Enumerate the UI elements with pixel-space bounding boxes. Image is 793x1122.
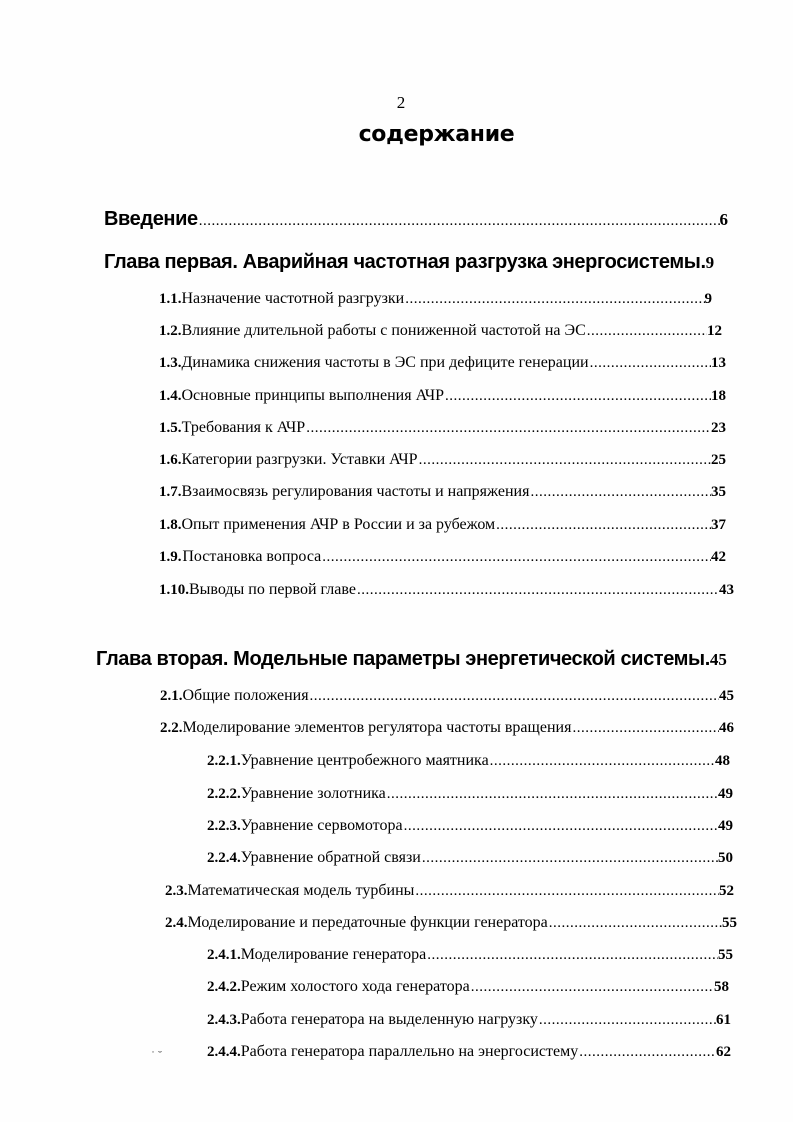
toc-page-number: 48 <box>715 753 730 769</box>
toc-item-text: Назначение частотной разгрузки <box>181 290 405 307</box>
page-title: содержание <box>358 122 515 147</box>
toc-page-number: 9 <box>705 253 715 272</box>
toc-item-number: 2.2. <box>160 720 183 736</box>
toc-leader-dots <box>578 1044 716 1061</box>
toc-item-number: 2.2.2. <box>207 786 241 802</box>
toc-page-number: 18 <box>711 388 726 404</box>
toc-leader-dots <box>426 947 718 964</box>
toc-page-number: 61 <box>716 1012 731 1028</box>
toc-item-text: Уравнение обратной связи <box>240 849 421 866</box>
toc-entry-text: Введение <box>104 208 198 230</box>
toc-item-text: Взаимосвязь регулирования частоты и напряжения <box>181 483 530 500</box>
toc-item-text: Математическая модель турбины <box>187 882 415 899</box>
toc-item-text: Моделирование и передаточные функции генератора <box>187 914 548 931</box>
toc-item-number: 2.4.3. <box>207 1012 241 1028</box>
toc-page-number: 42 <box>711 549 726 565</box>
toc-item-text: Уравнение золотника <box>240 785 386 802</box>
toc-item-number: 1.7. <box>159 484 182 500</box>
toc-item-number: 2.4.4. <box>207 1044 241 1060</box>
scan-speck-mark: ˙ ˘ <box>151 1048 162 1062</box>
toc-subitem[interactable] <box>207 752 730 770</box>
toc-subitem[interactable] <box>207 946 733 964</box>
toc-item-text: Влияние длительной работы с пониженной частотой на ЭС <box>181 322 586 339</box>
toc-item[interactable] <box>159 581 734 599</box>
toc-item-number: 1.9. <box>159 549 182 565</box>
toc-item[interactable] <box>159 548 726 566</box>
toc-leader-dots <box>305 420 711 437</box>
toc-page-number: 45 <box>709 650 727 669</box>
toc-page-number: 55 <box>722 915 737 931</box>
toc-item-text: Опыт применения АЧР в России и за рубежом <box>181 516 496 533</box>
toc-leader-dots <box>586 323 707 340</box>
toc-page-number: 25 <box>711 452 726 468</box>
toc-leader-dots <box>538 1012 716 1029</box>
toc-item[interactable] <box>165 914 737 932</box>
toc-item-text: Выводы по первой главе <box>189 581 356 598</box>
toc-page-number: 23 <box>711 420 726 436</box>
toc-leader-dots <box>470 979 714 996</box>
toc-item-number: 1.4. <box>159 388 182 404</box>
toc-item-number: 1.5. <box>159 420 182 436</box>
toc-leader-dots <box>421 850 718 867</box>
toc-item-text: Требования к АЧР <box>181 419 306 436</box>
toc-subitem[interactable] <box>207 978 729 996</box>
toc-page-number: 50 <box>718 850 733 866</box>
toc-item-text: Уравнение центробежного маятника <box>240 752 489 769</box>
toc-item-number: 1.3. <box>159 355 182 371</box>
toc-page-number: 45 <box>719 688 734 704</box>
toc-item-text: Уравнение сервомотора <box>240 817 403 834</box>
toc-page-number: 49 <box>718 818 733 834</box>
toc-page-number: 35 <box>711 484 726 500</box>
toc-item[interactable] <box>159 322 722 340</box>
toc-item-number: 1.10. <box>159 582 189 598</box>
toc-item-number: 2.4.2. <box>207 979 241 995</box>
toc-subitem[interactable] <box>207 1011 731 1029</box>
toc-item[interactable] <box>159 354 726 372</box>
toc-entry-text: Глава первая. Аварийная частотная разгрузка энергосистемы. <box>104 251 706 273</box>
toc-item-number: 2.4. <box>165 915 188 931</box>
toc-leader-dots <box>403 818 718 835</box>
toc-subitem[interactable] <box>207 1043 731 1061</box>
toc-item[interactable] <box>159 516 726 534</box>
toc-leader-dots <box>495 517 711 534</box>
toc-page-number: 9 <box>704 291 712 307</box>
toc-page-number: 43 <box>719 582 734 598</box>
toc-leader-dots <box>414 883 719 900</box>
toc-chapter-1[interactable] <box>104 251 730 274</box>
toc-item-number: 2.2.1. <box>207 753 241 769</box>
toc-subitem[interactable] <box>207 849 733 867</box>
toc-item-number: 2.2.4. <box>207 850 241 866</box>
toc-page-number: 52 <box>719 883 734 899</box>
toc-item[interactable] <box>160 719 734 737</box>
toc-item-number: 1.8. <box>159 517 182 533</box>
toc-item-number: 1.1. <box>159 291 182 307</box>
toc-item-number: 2.1. <box>160 688 183 704</box>
toc-leader-dots <box>386 786 718 803</box>
toc-item-number: 2.2.3. <box>207 818 241 834</box>
toc-subitem[interactable] <box>207 817 733 835</box>
toc-leader-dots <box>356 582 719 599</box>
toc-item-text: Моделирование элементов регулятора частоты вращения <box>182 719 572 736</box>
toc-leader-dots <box>404 291 704 308</box>
toc-page-number: 55 <box>718 947 733 963</box>
toc-page-number: 49 <box>718 786 733 802</box>
toc-page-number: 58 <box>714 979 729 995</box>
toc-leader-dots <box>444 388 711 405</box>
toc-leader-dots <box>571 720 719 737</box>
toc-leader-dots <box>198 213 720 230</box>
toc-leader-dots <box>548 915 722 932</box>
toc-item-number: 1.2. <box>159 323 182 339</box>
toc-intro[interactable] <box>104 208 728 231</box>
toc-item-text: Основные принципы выполнения АЧР <box>181 387 445 404</box>
toc-item[interactable] <box>165 882 734 900</box>
toc-leader-dots <box>529 484 711 501</box>
toc-item-number: 2.3. <box>165 883 188 899</box>
toc-page-number: 13 <box>711 355 726 371</box>
page-number: 2 <box>396 93 406 112</box>
toc-chapter-2[interactable] <box>96 648 740 671</box>
toc-item[interactable] <box>160 687 734 705</box>
toc-page-number: 37 <box>711 517 726 533</box>
toc-item-text: Моделирование генератора <box>240 946 427 963</box>
toc-item-text: Постановка вопроса <box>182 548 322 565</box>
toc-leader-dots <box>321 549 711 566</box>
toc-item-text: Работа генератора параллельно на энергосистему <box>240 1043 579 1060</box>
toc-page-number: 46 <box>719 720 734 736</box>
toc-item-text: Работа генератора на выделенную нагрузку <box>240 1011 538 1028</box>
toc-subitem[interactable] <box>207 785 733 803</box>
toc-page-number: 6 <box>719 210 728 229</box>
toc-item-text: Категории разгрузки. Уставки АЧР <box>181 451 418 468</box>
toc-leader-dots <box>418 452 711 469</box>
toc-item-text: Общие положения <box>182 687 309 704</box>
toc-item-text: Динамика снижения частоты в ЭС при дефиците генерации <box>181 354 589 371</box>
toc-item[interactable] <box>159 290 712 308</box>
toc-item[interactable] <box>159 387 726 405</box>
toc-item[interactable] <box>159 451 726 469</box>
toc-leader-dots <box>489 753 715 770</box>
toc-page-number: 12 <box>707 323 722 339</box>
toc-item-number: 2.4.1. <box>207 947 241 963</box>
toc-page-number: 62 <box>716 1044 731 1060</box>
toc-entry-text: Глава вторая. Модельные параметры энергетической системы. <box>96 648 710 670</box>
toc-item[interactable] <box>159 483 726 501</box>
toc-item-text: Режим холостого хода генератора <box>240 978 470 995</box>
toc-item[interactable] <box>159 419 726 437</box>
toc-item-number: 1.6. <box>159 452 182 468</box>
toc-leader-dots <box>589 355 711 372</box>
toc-leader-dots <box>309 688 719 705</box>
